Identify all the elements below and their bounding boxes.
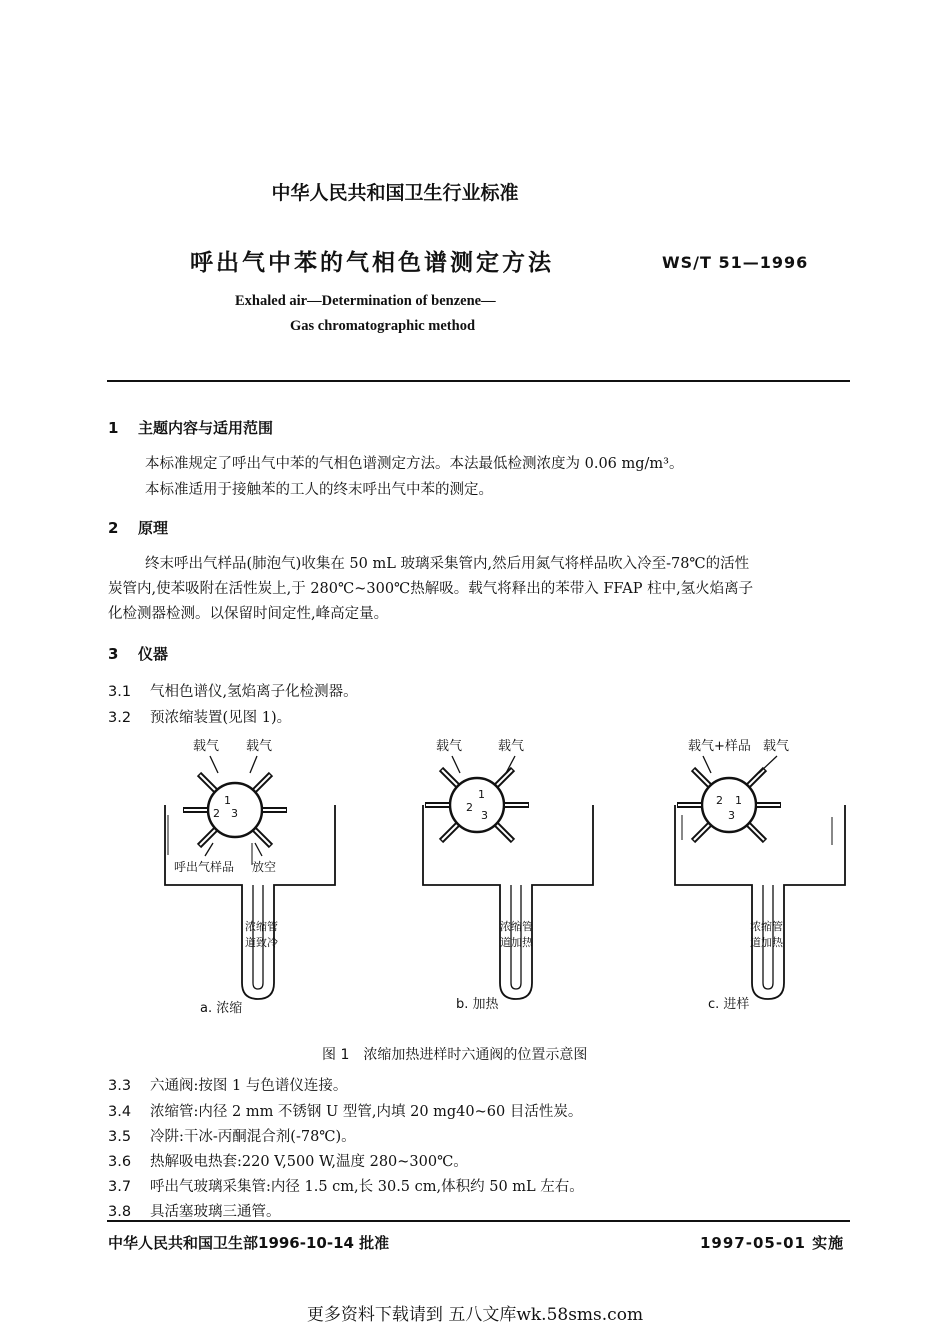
panel-b-tube-label-1: 浓缩管 [500,920,533,933]
panel-b-top-right-label: 载气 [498,739,525,754]
item-3-5 [108,1125,356,1146]
item-3-2 [108,706,291,727]
panel-a-caption: a. 浓缩 [200,1001,243,1016]
item-number: 3.2 [108,710,132,726]
panel-b-port-1: 1 [478,788,485,801]
standard-code: WS/T 51—1996 [662,253,809,272]
section-2-line-3: 化检测器检测。以保留时间定性,峰高定量。 [108,606,389,622]
section-1-paragraph-2: 本标准适用于接触苯的工人的终末呼出气中苯的测定。 [145,482,493,498]
section-title: 原理 [138,519,169,537]
panel-c-top-right-label: 载气 [763,739,790,754]
section-number: 3 [108,645,119,663]
section-2-line-2: 炭管内,使苯吸附在活性炭上,于 280℃~300℃热解吸。载气将释出的苯带入 FFAP 柱中,氢火焰离子 [108,581,754,597]
panel-c-port-2: 2 [716,794,723,807]
section-title: 仪器 [138,645,169,663]
main-title: 呼出气中苯的气相色谱测定方法 [190,250,554,276]
panel-a-bottom-right-label: 放空 [252,860,277,874]
item-3-6 [108,1150,468,1171]
panel-c-caption: c. 进样 [708,997,750,1012]
english-title-line-1: Exhaled air—Determination of benzene— [235,293,496,309]
panel-b-top-left-label: 载气 [436,739,463,754]
panel-a-tube-label-2: 道致冷 [245,936,278,949]
header-divider [107,380,850,382]
download-watermark: 更多资料下载请到 五八文库wk.58sms.com [306,1305,644,1325]
section-2-heading [108,517,168,538]
item-3-8 [108,1200,281,1221]
item-3-7 [108,1175,584,1196]
item-text: 六通阀:按图 1 与色谱仪连接。 [150,1078,348,1094]
item-text: 气相色谱仪,氢焰离子化检测器。 [150,684,358,700]
panel-c-top-left-label: 载气+样品 [688,739,751,754]
item-text: 呼出气玻璃采集管:内径 1.5 cm,长 30.5 cm,体积约 50 mL 左右。 [150,1179,584,1195]
item-text: 热解吸电热套:220 V,500 W,温度 280~300℃。 [150,1154,468,1170]
footer-divider [107,1220,850,1222]
english-title-line-2: Gas chromatographic method [290,318,476,334]
item-3-1 [108,680,358,701]
item-text: 具活塞玻璃三通管。 [150,1204,281,1220]
item-number: 3.6 [108,1154,132,1170]
item-number: 3.7 [108,1179,132,1195]
org-title: 中华人民共和国卫生行业标准 [271,182,519,204]
panel-b-port-3: 3 [481,809,488,822]
item-text: 预浓缩装置(见图 1)。 [150,710,292,726]
panel-c-tube-label-1: 浓缩管 [750,920,783,933]
section-1-paragraph-1: 本标准规定了呼出气中苯的气相色谱测定方法。本法最低检测浓度为 0.06 mg/m³。 [145,456,684,472]
panel-c-port-3: 3 [728,809,735,822]
panel-c-port-1: 1 [735,794,742,807]
panel-c-tube-label-2: 道加热 [750,936,783,949]
approval-line: 中华人民共和国卫生部1996-10-14 批准 [108,1234,390,1252]
item-3-4 [108,1100,582,1121]
section-2-line-1: 终末呼出气样品(肺泡气)收集在 50 mL 玻璃采集管内,然后用氮气将样品吹入冷至-78℃的活性 [145,556,750,572]
effective-date-line: 1997-05-01 实施 [700,1234,845,1252]
item-number: 3.1 [108,684,132,700]
figure-1-diagram [0,725,950,1070]
panel-a-port-3: 3 [231,807,238,820]
panel-a-port-2: 2 [213,807,220,820]
figure-panel-a [165,738,335,1016]
item-3-3 [108,1074,347,1095]
panel-b-port-2: 2 [466,801,473,814]
item-number: 3.8 [108,1204,132,1220]
panel-a-port-1: 1 [224,794,231,807]
item-number: 3.4 [108,1104,132,1120]
panel-a-tube-label-1: 浓缩管 [245,920,278,933]
section-number: 1 [108,419,119,437]
section-title: 主题内容与适用范围 [138,419,274,437]
panel-a-top-left-label: 载气 [193,739,220,754]
section-1-heading [108,417,273,438]
item-number: 3.3 [108,1078,132,1094]
panel-a-bottom-left-label: 呼出气样品 [174,860,235,874]
figure-caption: 图 1 浓缩加热进样时六通阀的位置示意图 [322,1047,588,1063]
panel-b-tube-label-2: 道加热 [500,936,533,949]
figure-panel-b [423,738,593,1012]
item-number: 3.5 [108,1129,132,1145]
figure-panel-c [675,738,845,1012]
panel-a-top-right-label: 载气 [246,739,273,754]
section-number: 2 [108,519,119,537]
item-text: 冷阱:干冰-丙酮混合剂(-78℃)。 [150,1129,356,1145]
section-3-heading [108,643,168,664]
panel-b-caption: b. 加热 [456,997,499,1012]
item-text: 浓缩管:内径 2 mm 不锈钢 U 型管,内填 20 mg40~60 目活性炭。 [150,1104,583,1120]
